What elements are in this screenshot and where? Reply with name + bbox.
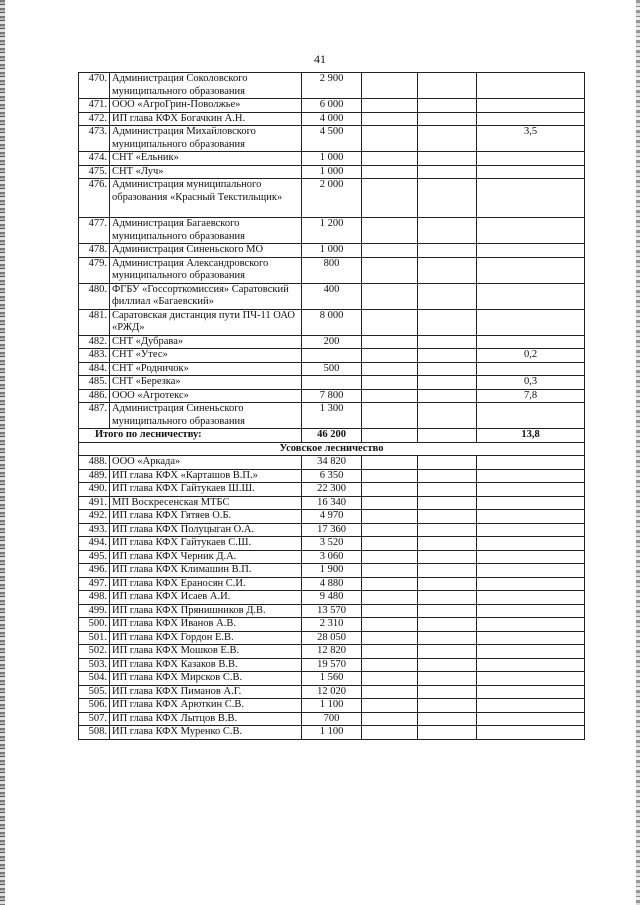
row-name: Саратовская дистанция пути ПЧ-11 ОАО «РЖД»: [110, 309, 302, 335]
row-number: 479.: [79, 257, 110, 283]
row-col6: [477, 564, 585, 578]
table-row: [79, 456, 585, 470]
row-col4: [362, 523, 418, 537]
row-col4: [362, 73, 418, 99]
row-name: СНТ «Утес»: [110, 349, 302, 363]
row-col5: [418, 112, 477, 126]
row-number: 505.: [79, 685, 110, 699]
row-col6: [477, 179, 585, 218]
row-name: ИП глава КФХ Ераносян С.И.: [110, 577, 302, 591]
scan-edge-left: [0, 0, 5, 905]
row-col4: [362, 349, 418, 363]
table-row: [79, 165, 585, 179]
row-name: ООО «Аркада»: [110, 456, 302, 470]
register-rows-part1: [79, 73, 585, 429]
row-col4: [362, 564, 418, 578]
table-row: [79, 658, 585, 672]
row-area: 1 100: [302, 699, 362, 713]
row-col4: [362, 726, 418, 740]
row-col6: [477, 456, 585, 470]
table-row: [79, 73, 585, 99]
row-col5: [418, 73, 477, 99]
page-number: 41: [314, 52, 326, 66]
row-name: Администрация Михайловского муниципального образования: [110, 126, 302, 152]
row-col5: [418, 618, 477, 632]
row-col5: [418, 523, 477, 537]
table-row: [79, 712, 585, 726]
row-number: 498.: [79, 591, 110, 605]
table-row: [79, 618, 585, 632]
row-col6: [477, 577, 585, 591]
row-name: ИП глава КФХ Муренко С.В.: [110, 726, 302, 740]
row-area: 16 340: [302, 496, 362, 510]
total-label: Итого по лесничеству:: [79, 429, 302, 443]
row-number: 494.: [79, 537, 110, 551]
row-name: ИП глава КФХ Казаков В.В.: [110, 658, 302, 672]
table-row: [79, 403, 585, 429]
table-row: [79, 349, 585, 363]
row-number: 480.: [79, 283, 110, 309]
table-row: [79, 376, 585, 390]
row-col5: [418, 496, 477, 510]
register-table: [78, 72, 585, 740]
row-name: СНТ «Дубрава»: [110, 335, 302, 349]
row-col5: [418, 218, 477, 244]
row-col5: [418, 510, 477, 524]
row-col4: [362, 577, 418, 591]
row-area: 1 200: [302, 218, 362, 244]
section-row: [79, 442, 585, 456]
row-col6: [477, 218, 585, 244]
row-col6: [477, 685, 585, 699]
row-col4: [362, 510, 418, 524]
row-number: 491.: [79, 496, 110, 510]
row-col4: [362, 309, 418, 335]
table-row: [79, 309, 585, 335]
row-col4: [362, 362, 418, 376]
row-area: 1 100: [302, 726, 362, 740]
row-area: 4 970: [302, 510, 362, 524]
row-col5: [418, 152, 477, 166]
row-col4: [362, 712, 418, 726]
row-col6: [477, 362, 585, 376]
table-row: [79, 218, 585, 244]
row-col5: [418, 469, 477, 483]
row-number: 501.: [79, 631, 110, 645]
row-name: СНТ «Родничок»: [110, 362, 302, 376]
row-col6: [477, 335, 585, 349]
row-col6: [477, 73, 585, 99]
row-area: 4 500: [302, 126, 362, 152]
table-row: [79, 483, 585, 497]
row-number: 471.: [79, 99, 110, 113]
row-col6: [477, 699, 585, 713]
row-number: 481.: [79, 309, 110, 335]
row-col5: [418, 403, 477, 429]
row-name: ИП глава КФХ Арюткин С.В.: [110, 699, 302, 713]
row-col4: [362, 469, 418, 483]
row-area: 1 000: [302, 165, 362, 179]
table-row: [79, 564, 585, 578]
row-col5: [418, 126, 477, 152]
row-col6: 0,2: [477, 349, 585, 363]
row-col6: 0,3: [477, 376, 585, 390]
table-row: [79, 631, 585, 645]
row-area: 17 360: [302, 523, 362, 537]
table-row: [79, 257, 585, 283]
row-name: Администрация Синеньского муниципального образования: [110, 403, 302, 429]
total-col4: [362, 429, 418, 443]
row-col6: [477, 469, 585, 483]
row-number: 483.: [79, 349, 110, 363]
table-row: [79, 389, 585, 403]
row-area: 500: [302, 362, 362, 376]
row-col5: [418, 577, 477, 591]
table-row: [79, 99, 585, 113]
row-number: 476.: [79, 179, 110, 218]
row-col6: [477, 496, 585, 510]
row-name: СНТ «Ельник»: [110, 152, 302, 166]
table-row: [79, 179, 585, 218]
table-row: [79, 469, 585, 483]
row-col5: [418, 712, 477, 726]
table-row: [79, 126, 585, 152]
row-area: 34 820: [302, 456, 362, 470]
row-col5: [418, 631, 477, 645]
row-col4: [362, 165, 418, 179]
row-area: 1 300: [302, 403, 362, 429]
row-area: 2 310: [302, 618, 362, 632]
row-col6: [477, 523, 585, 537]
row-name: ИП глава КФХ Мошков Е.В.: [110, 645, 302, 659]
row-col5: [418, 283, 477, 309]
row-name: ИП глава КФХ Богачкин А.Н.: [110, 112, 302, 126]
row-col5: [418, 456, 477, 470]
row-col4: [362, 335, 418, 349]
row-name: ИП глава КФХ Пиманов А.Г.: [110, 685, 302, 699]
row-col6: [477, 152, 585, 166]
section-title: Усовское лесничество: [79, 442, 585, 456]
scan-edge-right: [636, 0, 640, 905]
row-number: 488.: [79, 456, 110, 470]
row-name: Администрация Синеньского МО: [110, 244, 302, 258]
row-area: 8 000: [302, 309, 362, 335]
table-row: [79, 510, 585, 524]
table-row: [79, 604, 585, 618]
row-col5: [418, 99, 477, 113]
row-name: ООО «Агротекс»: [110, 389, 302, 403]
row-col5: [418, 604, 477, 618]
row-col6: 3,5: [477, 126, 585, 152]
row-col4: [362, 645, 418, 659]
row-col5: [418, 699, 477, 713]
row-col5: [418, 685, 477, 699]
row-name: МП Воскресенская МТБС: [110, 496, 302, 510]
row-name: ИП глава КФХ Иванов А.В.: [110, 618, 302, 632]
row-col4: [362, 218, 418, 244]
row-col4: [362, 152, 418, 166]
row-area: 7 800: [302, 389, 362, 403]
table-row: [79, 523, 585, 537]
row-area: 22 300: [302, 483, 362, 497]
row-col4: [362, 537, 418, 551]
row-number: 497.: [79, 577, 110, 591]
row-col5: [418, 658, 477, 672]
row-col5: [418, 645, 477, 659]
row-name: ИП глава КФХ Гордон Е.В.: [110, 631, 302, 645]
row-area: [302, 376, 362, 390]
row-col6: [477, 658, 585, 672]
row-col4: [362, 699, 418, 713]
row-col4: [362, 483, 418, 497]
row-number: 502.: [79, 645, 110, 659]
row-number: 487.: [79, 403, 110, 429]
row-area: 3 060: [302, 550, 362, 564]
row-number: 500.: [79, 618, 110, 632]
row-col4: [362, 618, 418, 632]
row-col5: [418, 179, 477, 218]
row-col5: [418, 335, 477, 349]
row-area: 28 050: [302, 631, 362, 645]
row-col6: [477, 99, 585, 113]
row-col6: [477, 712, 585, 726]
row-col5: [418, 550, 477, 564]
row-col6: [477, 604, 585, 618]
row-number: 472.: [79, 112, 110, 126]
row-col6: [477, 244, 585, 258]
row-col4: [362, 112, 418, 126]
row-name: СНТ «Березка»: [110, 376, 302, 390]
row-name: ИП глава КФХ Мирсков С.В.: [110, 672, 302, 686]
row-col5: [418, 362, 477, 376]
row-area: 19 570: [302, 658, 362, 672]
row-number: 486.: [79, 389, 110, 403]
row-name: ООО «АгроГрин-Поволжье»: [110, 99, 302, 113]
row-col4: [362, 126, 418, 152]
row-number: 478.: [79, 244, 110, 258]
row-area: 9 480: [302, 591, 362, 605]
table-row: [79, 699, 585, 713]
row-area: 1 560: [302, 672, 362, 686]
row-col4: [362, 685, 418, 699]
row-col5: [418, 389, 477, 403]
row-area: 13 570: [302, 604, 362, 618]
row-area: 1 000: [302, 244, 362, 258]
row-col5: [418, 349, 477, 363]
register-summary: [79, 429, 585, 456]
register-rows-part2: [79, 456, 585, 740]
row-area: 200: [302, 335, 362, 349]
row-area: 400: [302, 283, 362, 309]
row-number: 506.: [79, 699, 110, 713]
row-col4: [362, 257, 418, 283]
table-row: [79, 685, 585, 699]
table-row: [79, 496, 585, 510]
row-col6: [477, 726, 585, 740]
row-col6: [477, 309, 585, 335]
row-col6: [477, 631, 585, 645]
row-area: 2 900: [302, 73, 362, 99]
row-col5: [418, 483, 477, 497]
row-col4: [362, 99, 418, 113]
row-number: 499.: [79, 604, 110, 618]
row-col4: [362, 672, 418, 686]
row-col6: 7,8: [477, 389, 585, 403]
row-name: ИП глава КФХ Полуцыган О.А.: [110, 523, 302, 537]
row-number: 508.: [79, 726, 110, 740]
row-number: 485.: [79, 376, 110, 390]
row-number: 477.: [79, 218, 110, 244]
row-number: 490.: [79, 483, 110, 497]
row-area: 4 880: [302, 577, 362, 591]
row-area: 1 000: [302, 152, 362, 166]
row-col6: [477, 550, 585, 564]
table-row: [79, 645, 585, 659]
row-col4: [362, 376, 418, 390]
row-col6: [477, 483, 585, 497]
table-row: [79, 152, 585, 166]
row-col6: [477, 403, 585, 429]
row-col6: [477, 672, 585, 686]
total-col6: 13,8: [477, 429, 585, 443]
row-area: 1 900: [302, 564, 362, 578]
row-area: 3 520: [302, 537, 362, 551]
row-col6: [477, 645, 585, 659]
row-number: 482.: [79, 335, 110, 349]
row-col6: [477, 165, 585, 179]
row-col4: [362, 244, 418, 258]
row-col4: [362, 403, 418, 429]
row-name: Администрация Александровского муниципального образования: [110, 257, 302, 283]
row-col6: [477, 283, 585, 309]
row-area: 700: [302, 712, 362, 726]
row-col6: [477, 618, 585, 632]
row-name: ИП глава КФХ Исаев А.И.: [110, 591, 302, 605]
table-row: [79, 672, 585, 686]
row-col4: [362, 604, 418, 618]
table-row: [79, 577, 585, 591]
row-col5: [418, 165, 477, 179]
row-col6: [477, 112, 585, 126]
row-number: 507.: [79, 712, 110, 726]
row-col5: [418, 564, 477, 578]
row-number: 496.: [79, 564, 110, 578]
row-number: 484.: [79, 362, 110, 376]
row-area: 800: [302, 257, 362, 283]
total-col5: [418, 429, 477, 443]
row-name: ИП глава КФХ Климашин В.П.: [110, 564, 302, 578]
row-area: 12 820: [302, 645, 362, 659]
row-area: 4 000: [302, 112, 362, 126]
row-col6: [477, 257, 585, 283]
row-col4: [362, 456, 418, 470]
row-col5: [418, 591, 477, 605]
row-name: ИП глава КФХ «Карташов В.П.»: [110, 469, 302, 483]
row-number: 470.: [79, 73, 110, 99]
row-col4: [362, 389, 418, 403]
row-col5: [418, 257, 477, 283]
row-col5: [418, 309, 477, 335]
row-col4: [362, 283, 418, 309]
row-number: 492.: [79, 510, 110, 524]
table-row: [79, 726, 585, 740]
row-number: 493.: [79, 523, 110, 537]
total-area: 46 200: [302, 429, 362, 443]
row-name: Администрация Соколовского муниципального образования: [110, 73, 302, 99]
row-name: Администрация Багаевского муниципального образования: [110, 218, 302, 244]
row-number: 473.: [79, 126, 110, 152]
table-row: [79, 591, 585, 605]
row-number: 495.: [79, 550, 110, 564]
row-name: ИП глава КФХ Черник Д.А.: [110, 550, 302, 564]
table-row: [79, 244, 585, 258]
row-area: 2 000: [302, 179, 362, 218]
row-col4: [362, 658, 418, 672]
row-col4: [362, 550, 418, 564]
row-col5: [418, 672, 477, 686]
row-col5: [418, 376, 477, 390]
row-name: ФГБУ «Госсорткомиссия» Саратовский филлиал «Багаевский»: [110, 283, 302, 309]
row-number: 504.: [79, 672, 110, 686]
row-area: [302, 349, 362, 363]
row-name: ИП глава КФХ Гайтукаев С.Ш.: [110, 537, 302, 551]
row-area: 6 000: [302, 99, 362, 113]
row-name: ИП глава КФХ Гятяев О.Б.: [110, 510, 302, 524]
table-row: [79, 283, 585, 309]
row-name: СНТ «Луч»: [110, 165, 302, 179]
row-number: 474.: [79, 152, 110, 166]
row-number: 503.: [79, 658, 110, 672]
row-name: Администрация муниципального образования «Красный Текстильщик»: [110, 179, 302, 218]
row-col4: [362, 631, 418, 645]
row-area: 12 020: [302, 685, 362, 699]
table-row: [79, 112, 585, 126]
row-area: 6 350: [302, 469, 362, 483]
table-row: [79, 335, 585, 349]
row-col5: [418, 537, 477, 551]
row-col6: [477, 510, 585, 524]
table-row: [79, 362, 585, 376]
row-col5: [418, 244, 477, 258]
total-row: [79, 429, 585, 443]
row-col4: [362, 179, 418, 218]
row-col5: [418, 726, 477, 740]
row-name: ИП глава КФХ Гайтукаев Ш.Ш.: [110, 483, 302, 497]
row-name: ИП глава КФХ Прянишников Д.В.: [110, 604, 302, 618]
row-col6: [477, 537, 585, 551]
row-col4: [362, 496, 418, 510]
row-number: 489.: [79, 469, 110, 483]
row-name: ИП глава КФХ Лытцов В.В.: [110, 712, 302, 726]
row-col6: [477, 591, 585, 605]
table-row: [79, 550, 585, 564]
row-number: 475.: [79, 165, 110, 179]
row-col4: [362, 591, 418, 605]
table-row: [79, 537, 585, 551]
